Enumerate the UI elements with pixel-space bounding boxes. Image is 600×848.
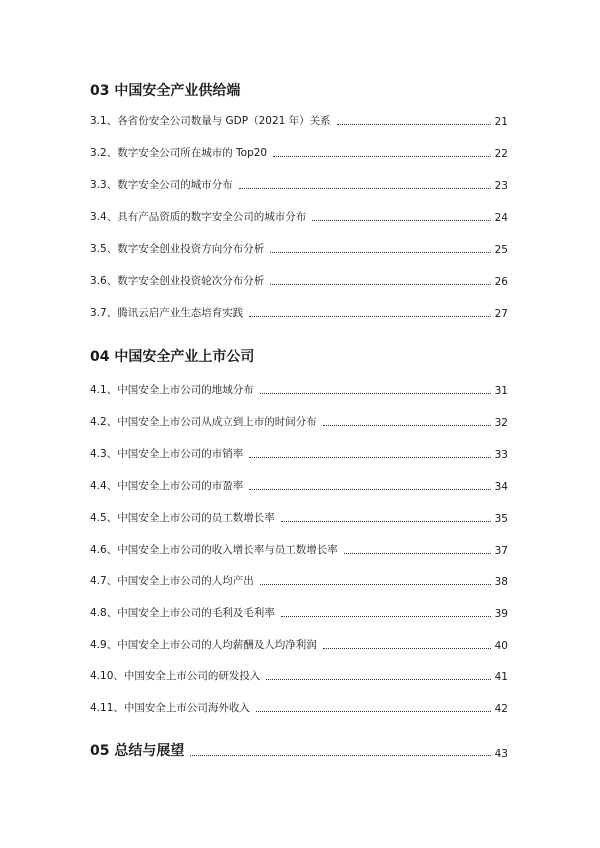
toc-entry-4-8[interactable] <box>90 602 508 620</box>
toc-page-number: 25 <box>494 244 508 256</box>
toc-page-number: 21 <box>494 116 508 128</box>
toc-page-number: 41 <box>494 671 508 683</box>
toc-leader-dots <box>249 316 490 317</box>
toc-leader-dots <box>190 755 490 756</box>
toc-page-number: 26 <box>494 276 508 288</box>
toc-entry-3-2[interactable] <box>90 142 508 160</box>
toc-entry-4-4[interactable] <box>90 475 508 493</box>
toc-entry-4-11[interactable] <box>90 697 508 715</box>
toc-page-number: 27 <box>494 308 508 320</box>
toc-entry-4-5[interactable] <box>90 507 508 525</box>
toc-leader-dots <box>249 489 490 490</box>
toc-label: 4.3、中国安全上市公司的市销率 <box>90 448 244 460</box>
toc-label: 3.5、数字安全创业投资方向分布分析 <box>90 243 265 255</box>
section-title-05: 05 总结与展望 <box>90 743 185 759</box>
toc-entry-05[interactable] <box>90 738 508 760</box>
toc-page-number: 40 <box>494 640 508 652</box>
toc-page-number: 22 <box>494 148 508 160</box>
toc-page-number: 43 <box>494 748 508 760</box>
toc-leader-dots <box>239 188 491 189</box>
toc-leader-dots <box>256 711 491 712</box>
toc-label: 3.6、数字安全创业投资轮次分布分析 <box>90 275 265 287</box>
toc-entry-4-6[interactable] <box>90 539 508 557</box>
toc-leader-dots <box>281 616 491 617</box>
toc-page-number: 35 <box>494 513 508 525</box>
toc-label: 3.2、数字安全公司所在城市的 Top20 <box>90 147 268 159</box>
toc-entry-4-10[interactable] <box>90 665 508 683</box>
section-title-04: 04 中国安全产业上市公司 <box>90 349 255 365</box>
toc-label: 3.1、各省份安全公司数量与 GDP（2021 年）关系 <box>90 115 331 127</box>
toc-entry-4-2[interactable] <box>90 411 508 429</box>
toc-entry-4-7[interactable] <box>90 570 508 588</box>
toc-label: 4.4、中国安全上市公司的市盈率 <box>90 480 244 492</box>
toc-leader-dots <box>270 252 490 253</box>
section-title-03: 03 中国安全产业供给端 <box>90 83 241 99</box>
toc-label: 3.3、数字安全公司的城市分布 <box>90 179 233 191</box>
toc-label: 4.11、中国安全上市公司海外收入 <box>90 702 250 714</box>
toc-entry-4-3[interactable] <box>90 443 508 461</box>
toc-leader-dots <box>344 553 491 554</box>
toc-leader-dots <box>266 679 490 680</box>
toc-page-number: 42 <box>494 703 508 715</box>
toc-leader-dots <box>260 393 491 394</box>
toc-page-number: 33 <box>494 449 508 461</box>
toc-page-number: 24 <box>494 212 508 224</box>
toc-leader-dots <box>249 457 490 458</box>
toc-label: 3.7、腾讯云启产业生态培育实践 <box>90 307 244 319</box>
toc-page-number: 38 <box>494 576 508 588</box>
toc-leader-dots <box>323 648 491 649</box>
toc-leader-dots <box>312 220 490 221</box>
toc-label: 4.9、中国安全上市公司的人均薪酬及人均净利润 <box>90 639 317 651</box>
toc-label: 3.4、具有产品资质的数字安全公司的城市分布 <box>90 211 307 223</box>
toc-leader-dots <box>323 425 491 426</box>
toc-leader-dots <box>273 156 491 157</box>
toc-entry-3-3[interactable] <box>90 174 508 192</box>
toc-page-number: 23 <box>494 180 508 192</box>
toc-page-number: 32 <box>494 417 508 429</box>
toc-page-number: 37 <box>494 545 508 557</box>
toc-label: 4.6、中国安全上市公司的收入增长率与员工数增长率 <box>90 544 338 556</box>
toc-label: 4.7、中国安全上市公司的人均产出 <box>90 575 254 587</box>
toc-entry-3-4[interactable] <box>90 206 508 224</box>
toc-label: 4.10、中国安全上市公司的研发投入 <box>90 670 261 682</box>
toc-label: 4.8、中国安全上市公司的毛利及毛利率 <box>90 607 275 619</box>
toc-leader-dots <box>337 124 491 125</box>
toc-page-number: 39 <box>494 608 508 620</box>
toc-leader-dots <box>281 521 491 522</box>
toc-label: 4.1、中国安全上市公司的地域分布 <box>90 384 254 396</box>
toc-leader-dots <box>270 284 490 285</box>
toc-entry-3-5[interactable] <box>90 238 508 256</box>
toc-entry-3-1[interactable] <box>90 110 508 128</box>
toc-label: 4.2、中国安全上市公司从成立到上市的时间分布 <box>90 416 317 428</box>
toc-entry-3-7[interactable] <box>90 302 508 320</box>
toc-page-number: 34 <box>494 481 508 493</box>
toc-entry-3-6[interactable] <box>90 270 508 288</box>
toc-leader-dots <box>260 584 491 585</box>
toc-page-number: 31 <box>494 385 508 397</box>
toc-label: 4.5、中国安全上市公司的员工数增长率 <box>90 512 275 524</box>
toc-entry-4-1[interactable] <box>90 379 508 397</box>
toc-entry-4-9[interactable] <box>90 634 508 652</box>
